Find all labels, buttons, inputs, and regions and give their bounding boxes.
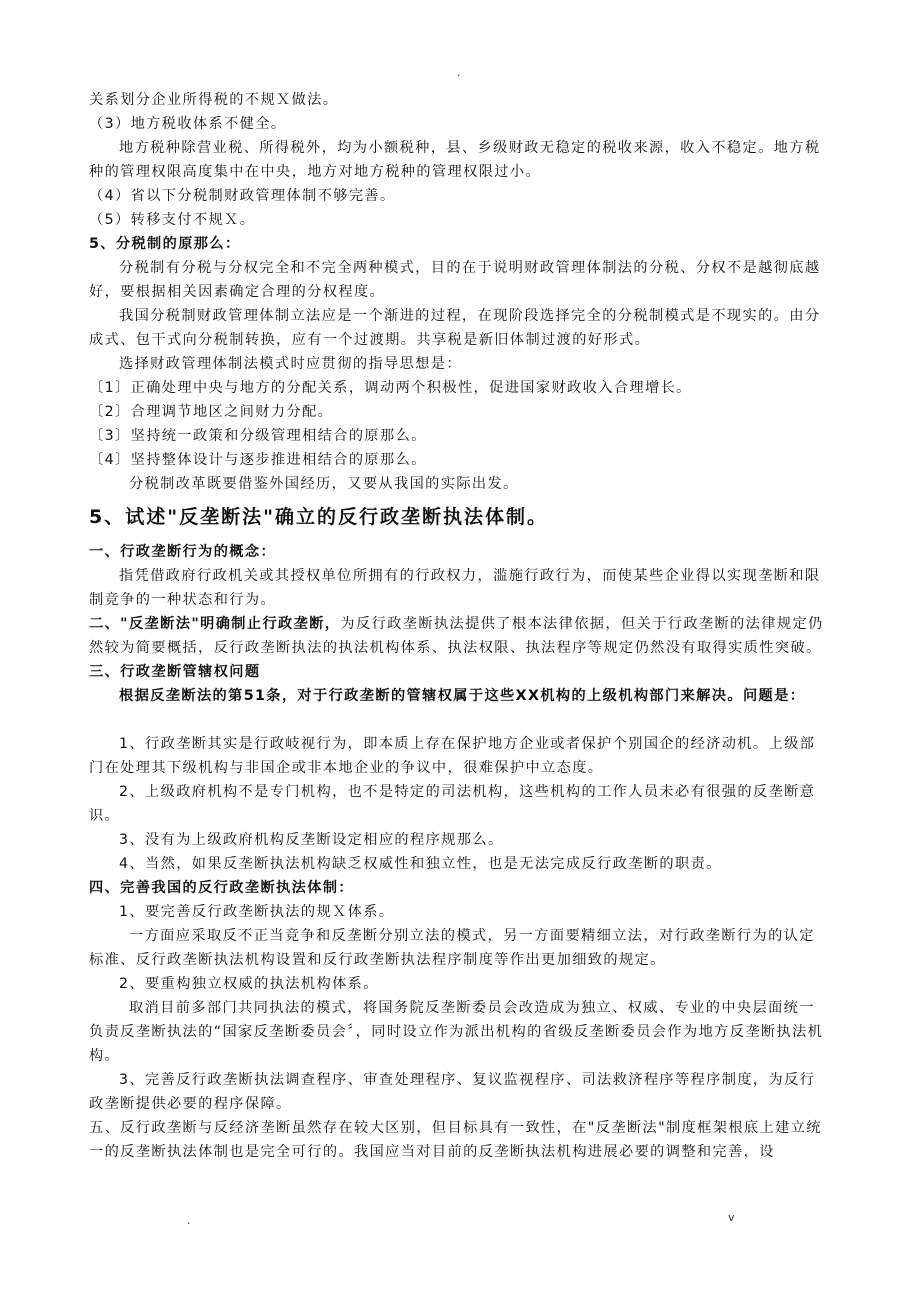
document-body <box>89 88 829 1164</box>
paragraph: 我国分税制财政管理体制立法应是一个渐进的过程，在现阶段选择完全的分税制模式是不现实的。由分成式、包干式向分税制转换，应有一个过渡期。共享税是新旧体制过渡的好形式。 <box>89 308 821 348</box>
list-item: 〔4〕坚持整体设计与逐步推进相结合的原那么。 <box>89 452 427 468</box>
paragraph: 3、完善反行政垄断执法调查程序、审查处理程序、复议监视程序、司法救济程序等程序制度，为反行政垄断提供必要的程序保障。 <box>89 1072 816 1112</box>
paragraph: 关系划分企业所得税的不规Ｘ做法。 <box>89 92 339 108</box>
inline-text: 为反行政垄断执法提供了根本法律依据，但关于行政垄断的法律规定仍然较为简要概括，反行政垄断执法的执法机构体系、执法权限、执法程序等规定仍然没有取得实质性突破。 <box>89 616 824 656</box>
section-heading: 四、完善我国的反行政垄断执法体制： <box>89 880 354 896</box>
paragraph: 取消目前多部门共同执法的模式，将国务院反垄断委员会改造成为独立、权威、专业的中央层面统一负责反垄断执法的“国家反垄断委员会〞，同时设立作为派出机构的省级反垄断委员会作为地方反垄断执法机构。 <box>89 1000 824 1064</box>
section-heading: 5、分税制的原那么： <box>89 236 241 252</box>
paragraph: 1、行政垄断其实是行政岐视行为，即本质上存在保护地方企业或者保护个别国企的经济动机。上级部门在处理其下级机构与非国企或非本地企业的争议中，很难保护中立态度。 <box>89 736 816 776</box>
section-heading: 一、行政垄断行为的概念： <box>89 544 277 560</box>
inline-bold-lead: 二、"反垄断法"明确制止行政垄断， <box>89 616 341 632</box>
paragraph <box>89 612 829 660</box>
paragraph: 一方面应采取反不正当竞争和反垄断分别立法的模式，另一方面要精细立法，对行政垄断行为的认定标准、反行政垄断执法机构设置和反行政垄断执法程序制度等作出更加细致的规定。 <box>89 928 815 968</box>
paragraph: 3、没有为上级政府机构反垄断设定相应的程序规那么。 <box>119 832 504 848</box>
paragraph-bold: 根据反垄断法的第51条，对于行政垄断的管辖权属于这些XX机构的上级机构部门来解决。问题是： <box>119 688 806 704</box>
spacer <box>89 708 829 732</box>
list-item: 〔2〕合理调节地区之间财力分配。 <box>89 404 334 420</box>
paragraph: 五、反行政垄断与反经济垄断虽然存在较大区别，但目标具有一致性，在"反垄断法"制度框架根底上建立统一的反垄断执法体制也是完全可行的。我国应当对目前的反垄断执法机构进展必要的调整和完善，设 <box>89 1120 822 1160</box>
list-item: （3）地方税收体系不健全。 <box>89 116 287 132</box>
paragraph: 1、要完善反行政垄断执法的规Ｘ体系。 <box>119 904 395 920</box>
paragraph: 2、要重构独立权威的执法机构体系。 <box>119 976 379 992</box>
footer-page-mark: v <box>728 1211 735 1224</box>
paragraph: 分税制改革既要借鉴外国经历，又要从我国的实际出发。 <box>129 476 519 492</box>
paragraph: 选择财政管理体制法模式时应贯彻的指导思想是： <box>119 356 462 372</box>
paragraph: 分税制有分税与分权完全和不完全两种模式，目的在于说明财政管理体制法的分税、分权不是越彻底越好，要根据相关因素确定合理的分权程度。 <box>89 260 821 300</box>
list-item: （4）省以下分税制财政管理体制不够完善。 <box>89 188 396 204</box>
list-item: 〔1〕正确处理中央与地方的分配关系，调动两个积极性，促进国家财政收入合理增长。 <box>89 380 692 396</box>
header-dot: . <box>457 66 461 79</box>
paragraph: 4、当然，如果反垄断执法机构缺乏权威性和独立性，也是无法完成反行政垄断的职责。 <box>119 856 722 872</box>
footer-dot: . <box>187 1214 191 1227</box>
main-heading: 5、试述"反垄断法"确立的反行政垄断执法体制。 <box>89 506 549 528</box>
paragraph: 2、上级政府机构不是专门机构，也不是特定的司法机构，这些机构的工作人员未必有很强的反垄断意识。 <box>89 784 816 824</box>
paragraph: 地方税种除营业税、所得税外，均为小额税种，县、乡级财政无稳定的税收来源，收入不稳定。地方税种的管理权限高度集中在中央，地方对地方税种的管理权限过小。 <box>89 140 821 180</box>
list-item: （5）转移支付不规Ｘ。 <box>89 212 256 228</box>
section-heading: 三、行政垄断管辖权问题 <box>89 664 261 680</box>
list-item: 〔3〕坚持统一政策和分级管理相结合的原那么。 <box>89 428 427 444</box>
paragraph: 指凭借政府行政机关或其授权单位所拥有的行政权力，滥施行政行为，而使某些企业得以实现垄断和限制竞争的一种状态和行为。 <box>89 568 821 608</box>
